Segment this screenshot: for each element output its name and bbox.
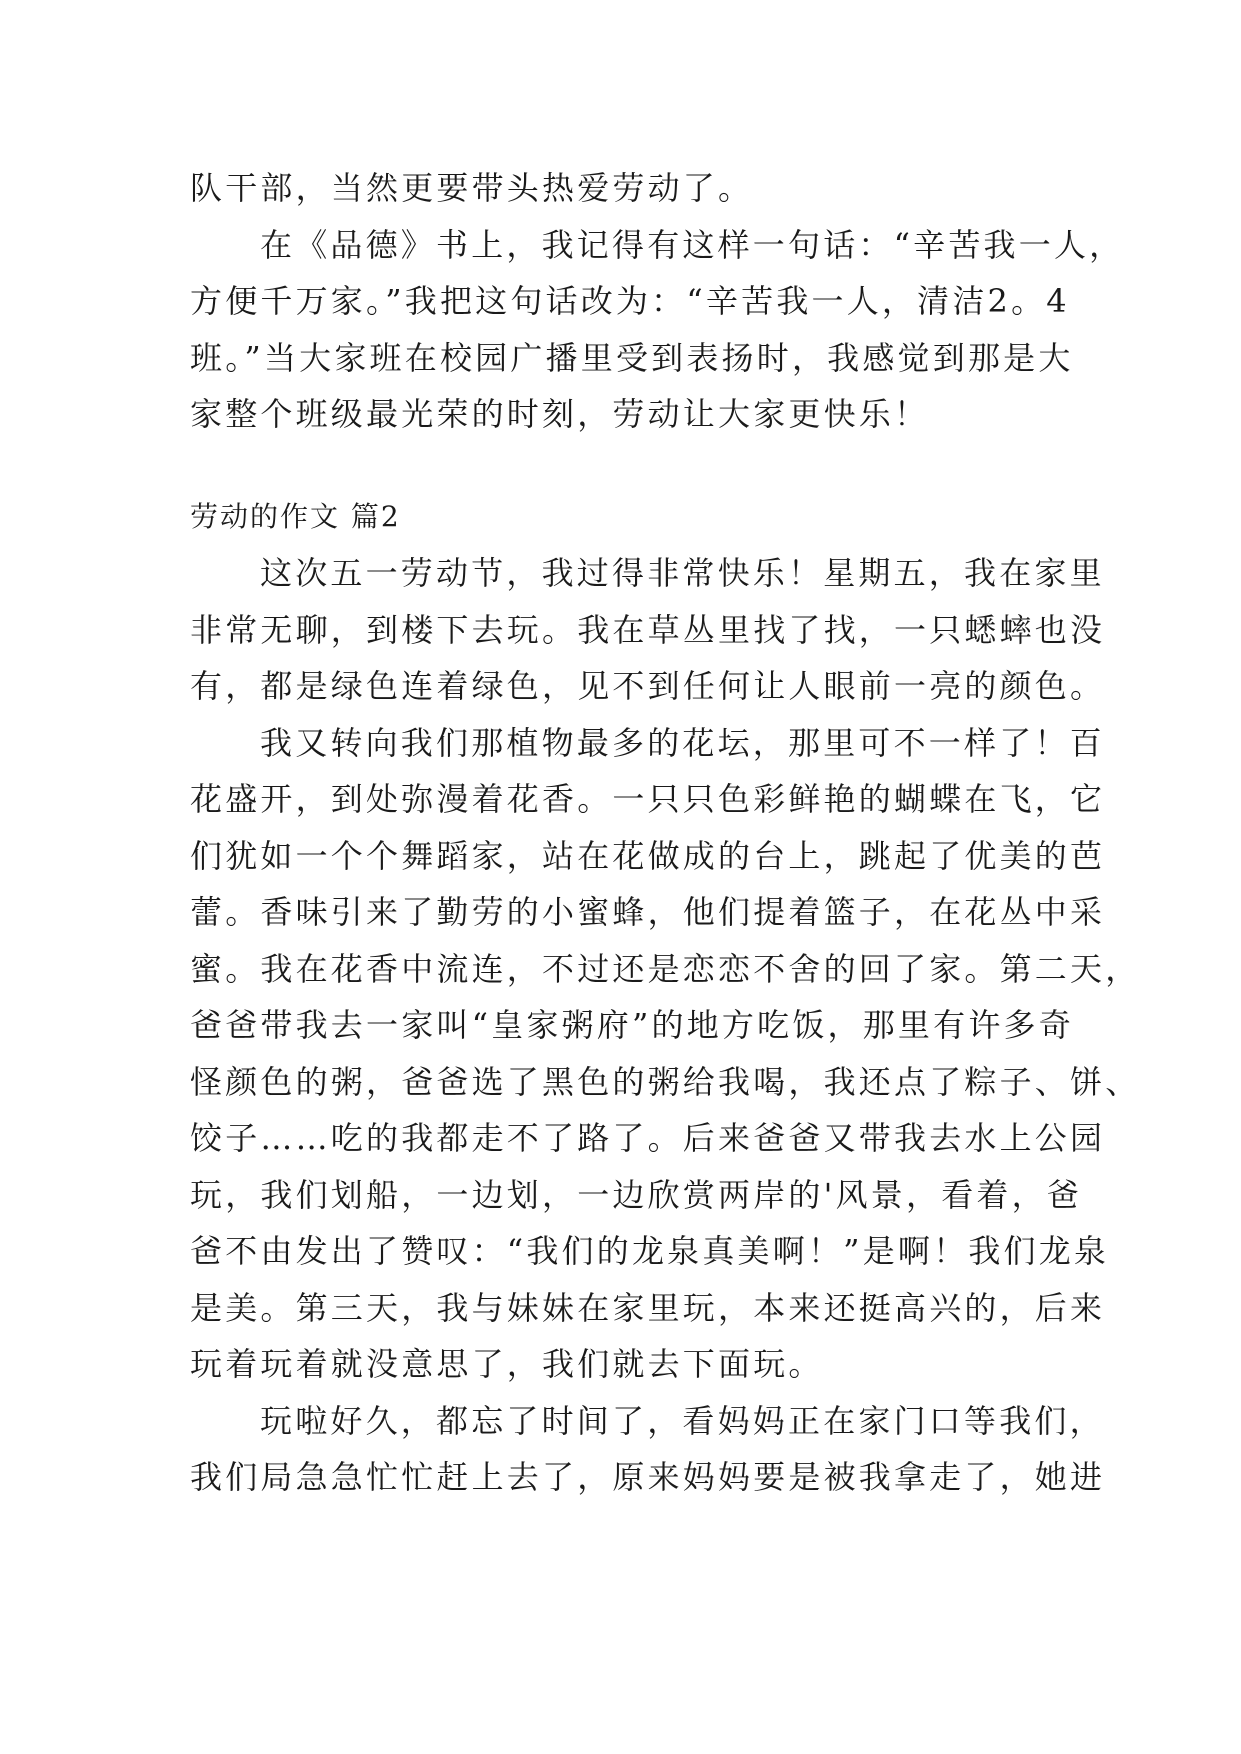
- paragraph-line: 爸不由发出了赞叹：“我们的龙泉真美啊！”是啊！我们龙泉: [190, 1232, 1110, 1270]
- paragraph-line: 我又转向我们那植物最多的花坛，那里可不一样了！百: [260, 723, 1105, 762]
- paragraph-line: 在《品德》书上，我记得有这样一句话：“辛苦我一人，: [260, 225, 1125, 264]
- paragraph-line: 饺子……吃的我都走不了路了。后来爸爸又带我去水上公园: [190, 1119, 1106, 1157]
- paragraph-line: 这次五一劳动节，我过得非常快乐！星期五，我在家里: [260, 554, 1105, 592]
- section-heading: 劳动的作文 篇2: [190, 499, 401, 533]
- paragraph-line: 玩着玩着就没意思了，我们就去下面玩。: [190, 1345, 824, 1383]
- paragraph-line: 家整个班级最光荣的时刻，劳动让大家更快乐！: [190, 395, 930, 433]
- paragraph-line: 方便千万家。”我把这句话改为：“辛苦我一人，清洁2。4: [190, 282, 1070, 320]
- paragraph-line: 花盛开，到处弥漫着花香。一只只色彩鲜艳的蝴蝶在飞，它: [190, 780, 1106, 818]
- paragraph-line: 有，都是绿色连着绿色，见不到任何让人眼前一亮的颜色。: [190, 667, 1106, 705]
- paragraph-line: 爸爸带我去一家叫“皇家粥府”的地方吃饭，那里有许多奇: [190, 1006, 1074, 1044]
- paragraph-line: 是美。第三天，我与妹妹在家里玩，本来还挺高兴的，后来: [190, 1288, 1106, 1327]
- paragraph-line: 蕾。香味引来了勤劳的小蜜蜂，他们提着篮子，在花丛中采: [190, 893, 1106, 931]
- paragraph-line: 队干部，当然更要带头热爱劳动了。: [190, 169, 754, 207]
- document-page: [190, 160, 1141, 1506]
- paragraph-line: 蜜。我在花香中流连，不过还是恋恋不舍的回了家。第二天，: [190, 949, 1141, 988]
- paragraph-line: 玩啦好久，都忘了时间了，看妈妈正在家门口等我们，: [260, 1401, 1105, 1440]
- paragraph-line: 班。”当大家班在校园广播里受到表扬时，我感觉到那是大: [190, 338, 1074, 377]
- paragraph-line: 玩，我们划船，一边划，一边欣赏两岸的'风景，看着，爸: [190, 1175, 1082, 1214]
- paragraph-line: 们犹如一个个舞蹈家，站在花做成的台上，跳起了优美的芭: [190, 836, 1106, 875]
- paragraph-line: 怪颜色的粥，爸爸选了黑色的粥给我喝，我还点了粽子、饼、: [190, 1062, 1141, 1101]
- paragraph-line: 我们局急急忙忙赶上去了，原来妈妈要是被我拿走了，她进: [190, 1458, 1106, 1496]
- paragraph-line: 非常无聊，到楼下去玩。我在草丛里找了找，一只蟋蟀也没: [190, 610, 1106, 649]
